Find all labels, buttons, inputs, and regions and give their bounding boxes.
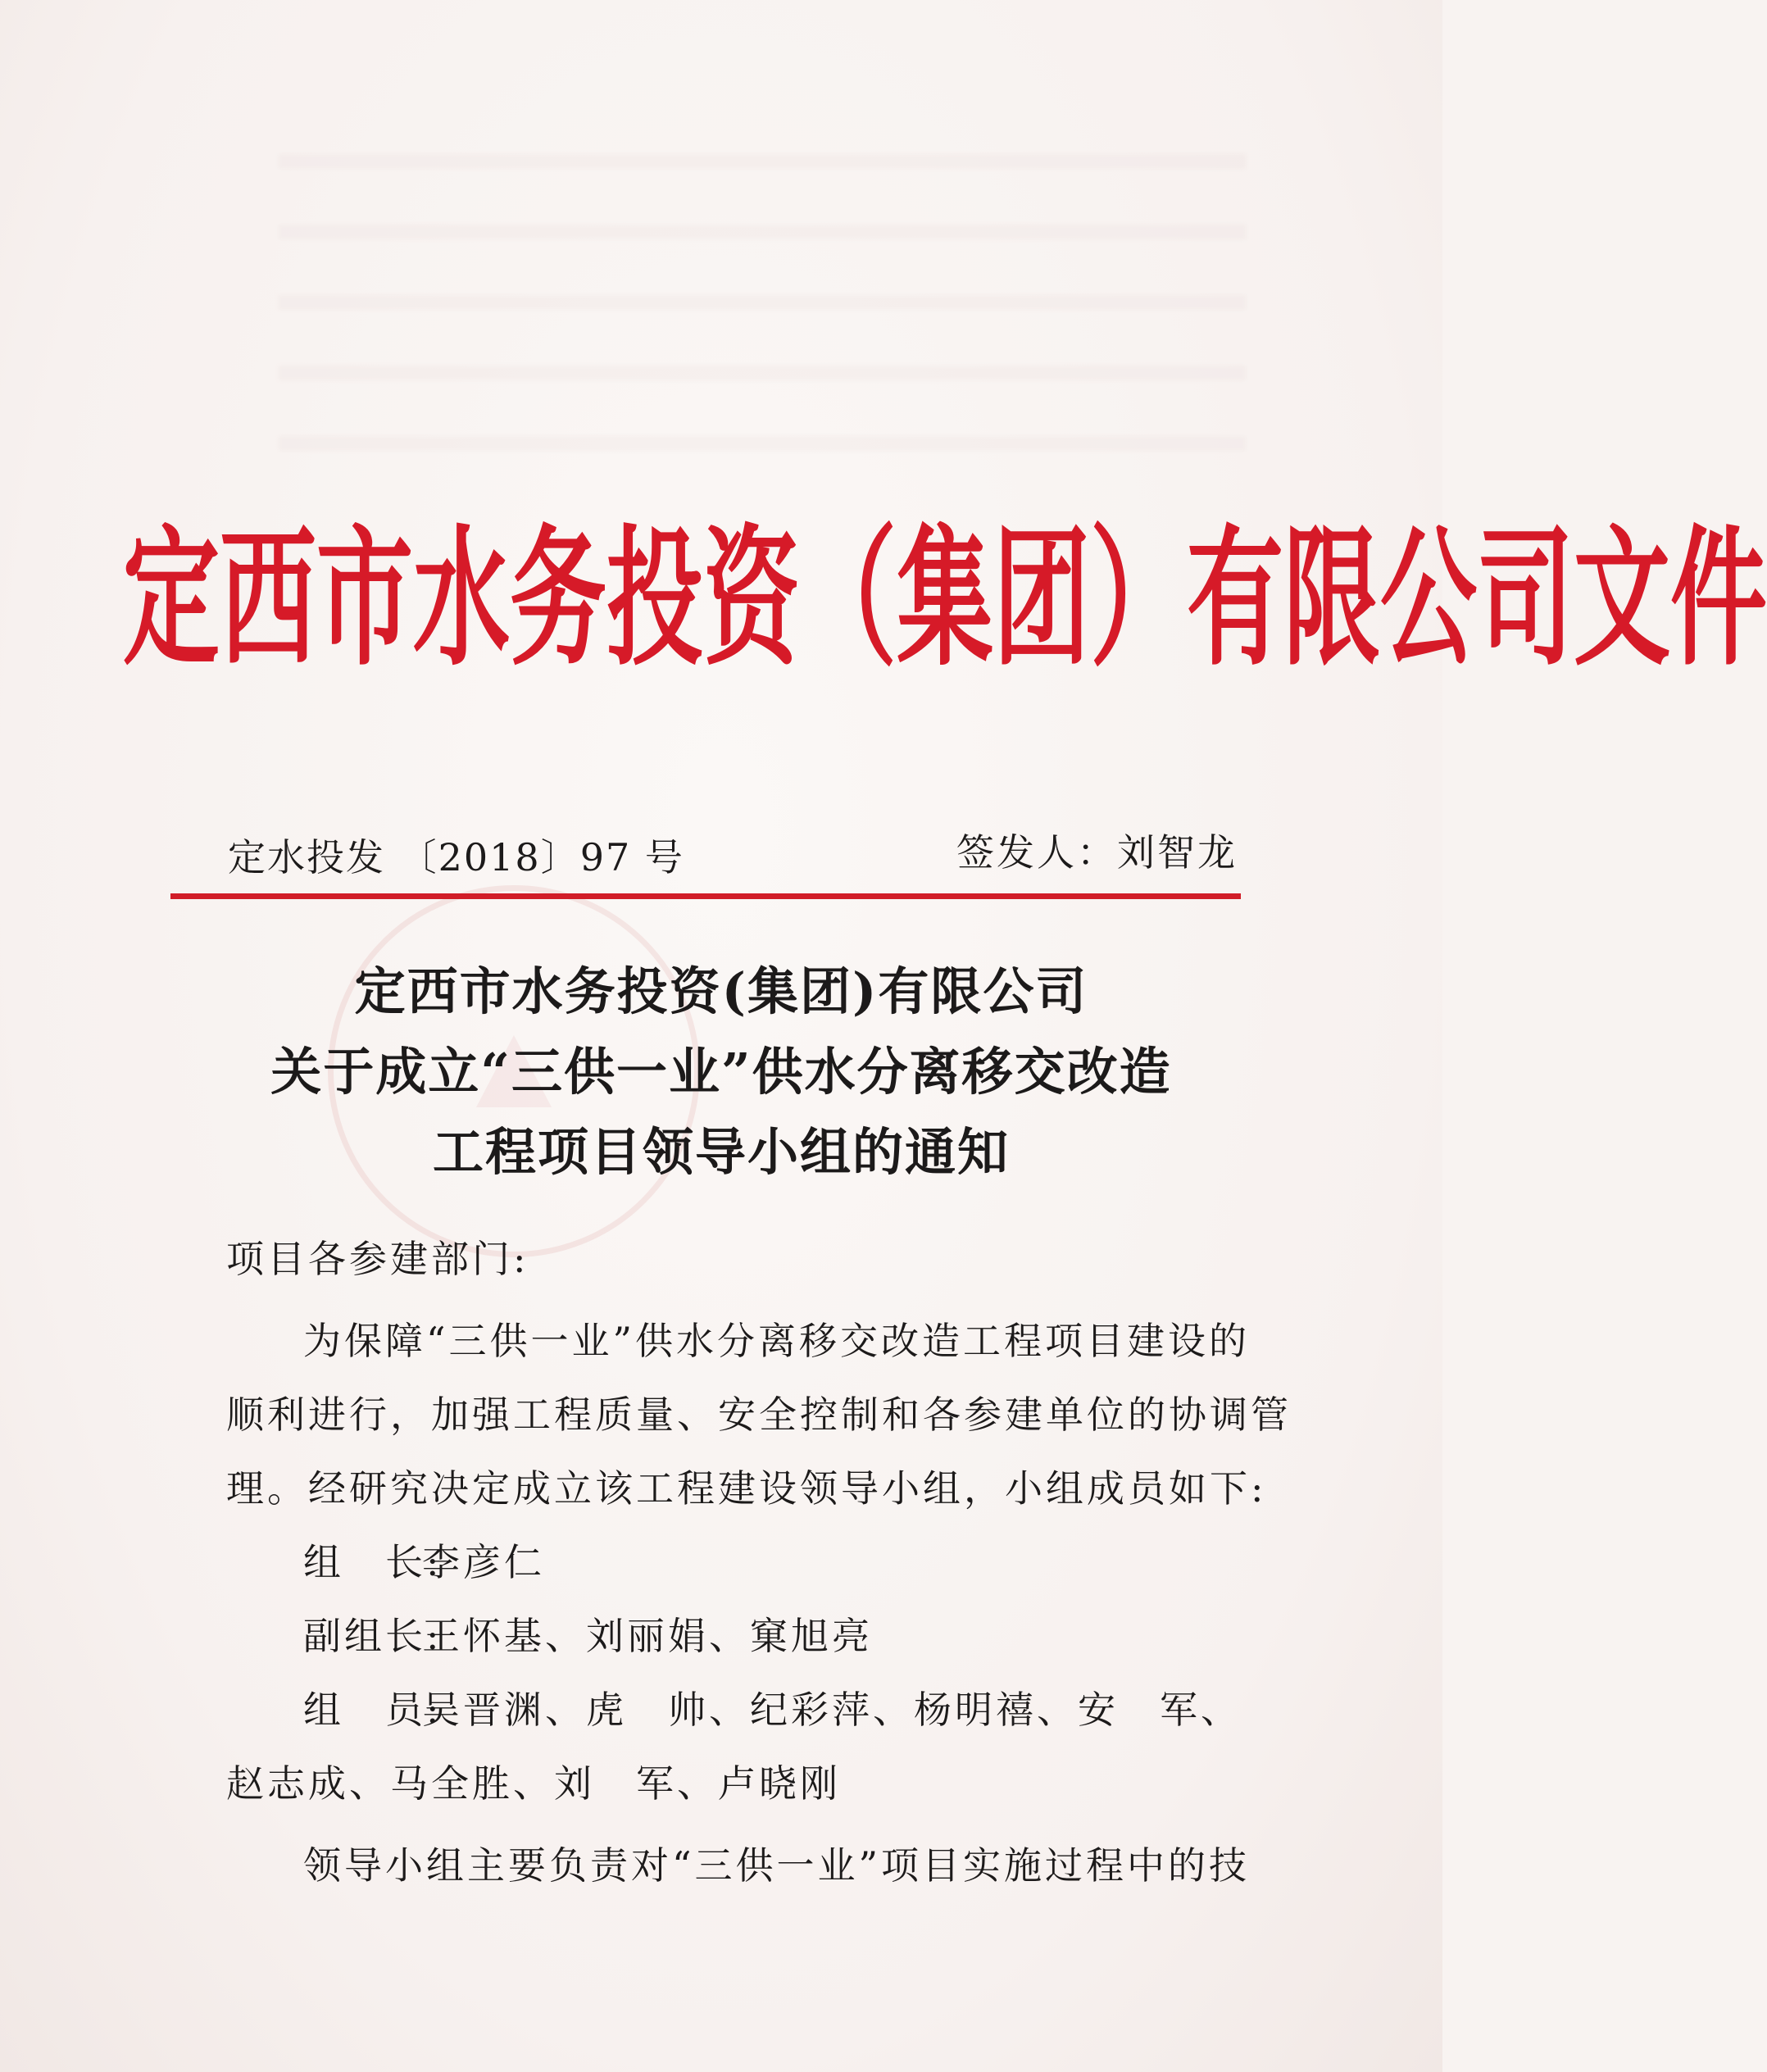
body-paragraph-1-line-3: 理。经研究决定成立该工程建设领导小组，小组成员如下:	[226, 1466, 1267, 1511]
members-names-1: 吴晋渊、虎 帅、纪彩萍、杨明禧、安 军、	[422, 1688, 1242, 1732]
red-masthead: 定西市水务投资（集团）有限公司文件	[123, 509, 1767, 686]
notice-title-line-1: 定西市水务投资(集团)有限公司	[354, 961, 1088, 1021]
deputy-label: 副组长:	[303, 1614, 443, 1658]
red-divider	[170, 893, 1241, 899]
body-paragraph-2: 领导小组主要负责对“三供一业”项目实施过程中的技	[303, 1843, 1251, 1888]
leader-label: 组 长:	[303, 1540, 443, 1584]
members-row	[303, 1680, 1242, 1734]
notice-title-line-2: 关于成立“三供一业”供水分离移交改造	[270, 1042, 1172, 1102]
issuer-signature: 签发人：刘智龙	[956, 830, 1238, 875]
members-label: 组 员:	[303, 1688, 443, 1732]
body-paragraph-1-line-2: 顺利进行，加强工程质量、安全控制和各参建单位的协调管	[226, 1393, 1292, 1437]
salutation: 项目各参建部门:	[226, 1237, 529, 1281]
notice-title-line-3: 工程项目领导小组的通知	[432, 1122, 1010, 1182]
deputy-names: 王怀基、刘丽娟、窠旭亮	[422, 1614, 873, 1658]
body-paragraph-1-line-1: 为保障“三供一业”供水分离移交改造工程项目建设的	[303, 1319, 1251, 1363]
members-names-2: 赵志成、马全胜、刘 军、卢晓刚	[226, 1761, 841, 1806]
bleed-through-text	[279, 139, 1246, 451]
leader-row	[303, 1533, 545, 1587]
leader-names: 李彦仁	[422, 1540, 545, 1584]
document-number: 定水投发 〔2018〕97 号	[228, 835, 684, 879]
deputy-row	[303, 1606, 873, 1661]
